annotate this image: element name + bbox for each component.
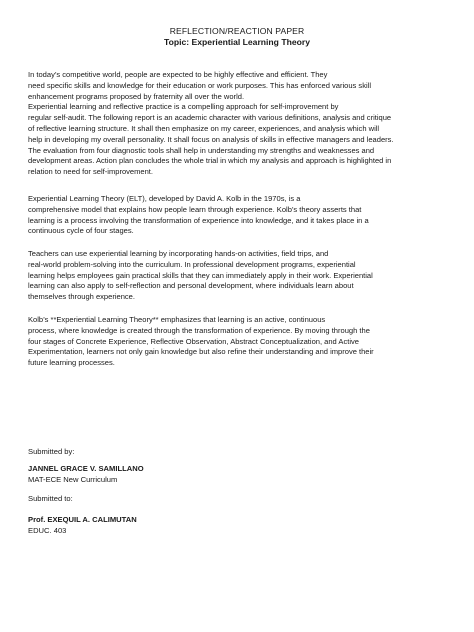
student-name: JANNEL GRACE V. SAMILLANO	[28, 464, 144, 473]
document-heading	[0, 26, 474, 48]
submitted-to-label: Submitted to:	[28, 494, 73, 503]
submitted-by-label: Submitted by:	[28, 447, 75, 456]
paragraph-intro	[28, 70, 454, 178]
paper-topic: Topic: Experiential Learning Theory	[164, 37, 310, 47]
paragraph-text: Experiential Learning Theory (ELT), developed by David A. Kolb in the 1970s, is a comprehensive model that explains how people learn through experience. Kolb’s theory asserts that learning is a process involving the transformation of experience into knowledge, and it takes place in a continuous cycle of four stages.	[28, 194, 369, 236]
professor-block	[28, 515, 137, 536]
course-code: EDUC. 403	[28, 525, 67, 535]
student-block	[28, 464, 144, 485]
paper-title: REFLECTION/REACTION PAPER	[169, 26, 305, 36]
professor-name: Prof. EXEQUIL A. CALIMUTAN	[28, 515, 137, 524]
paragraph-elt-definition	[28, 194, 454, 237]
paragraph-text: Teachers can use experiential learning by incorporating hands-on activities, field trips, and real-world problem-solving into the curriculum. In professional development programs, experiential learning helps employees gain practical skills that they can immediately apply in their work. Experiential learning can also apply to self-reflection and personal development, where individuals learn about themselves through experience.	[28, 249, 373, 302]
paragraph-teachers	[28, 249, 454, 303]
paragraph-conclusion	[28, 315, 454, 369]
paragraph-text: Kolb’s **Experiential Learning Theory** emphasizes that learning is an active, continuous process, where knowledge is created through the transformation of experience. By moving through the four stages of Concrete Experience, Reflective Observation, Abstract Conceptualization, and Active Experimentation, learners not only gain knowledge but also refine their understanding and improve their future learning processes.	[28, 315, 374, 368]
paragraph-text: In today’s competitive world, people are expected to be highly effective and efficient. They need specific skills and knowledge for their education or work purposes. This has enforced various skill enhancement programs proposed by fraternity all over the world. Experiential learning and reflective practice is a compelling approach for self-improvement by regular self-audit. The following report is an academic character with various definitions, analysis and critique of reflective learning structure. It shall then emphasize on my career, experiences, and analysis which will help in developing my overall personality. It shall focus on analysis of skills in effective managers and leaders. The evaluation from four diagnostic tools shall help in understanding my strengths and weaknesses and development areas. Action plan concludes the whole trial in which my analysis and approach is highlighted in relation to need for self-improvement.	[28, 70, 394, 177]
student-program: MAT-ECE New Curriculum	[28, 474, 118, 484]
